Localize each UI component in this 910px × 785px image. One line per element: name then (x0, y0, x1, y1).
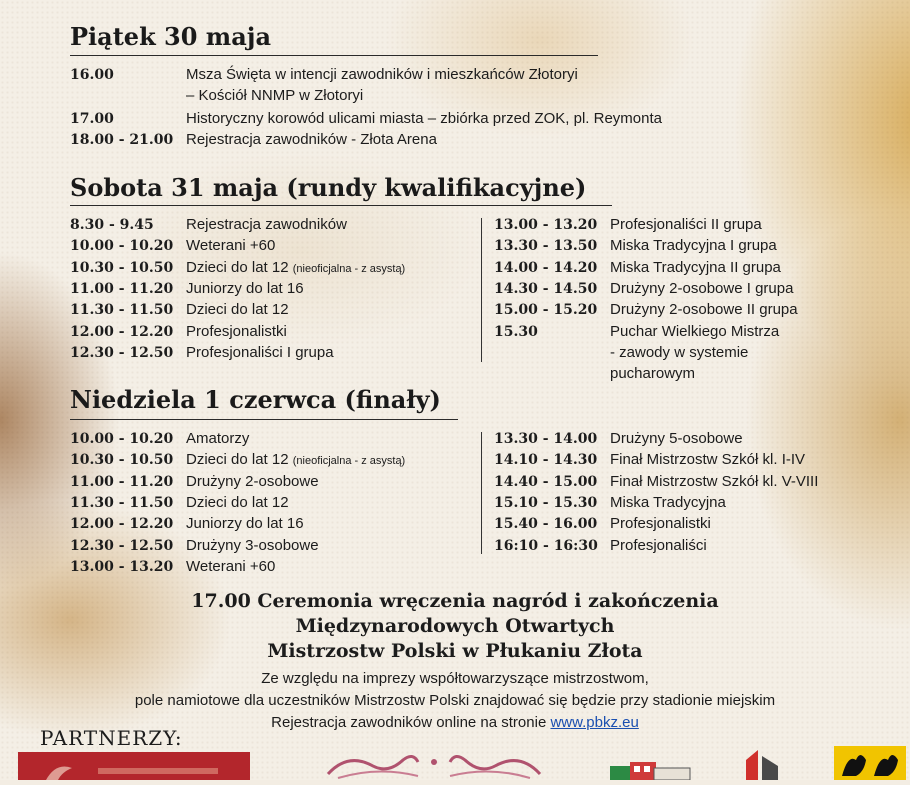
event-name: Historyczny korowód ulicami miasta – zbiórka przed ZOK, pl. Reymonta (186, 110, 663, 127)
event-name: Drużyny 3-osobowe (186, 536, 319, 554)
event-name: Finał Mistrzostw Szkół kl. V-VIII (610, 472, 819, 490)
event-time: 13.30 - 14.00 (494, 431, 598, 447)
event-name: Drużyny 2-osobowe II grupa (610, 301, 798, 319)
sunday-heading: Niedziela 1 czerwca (finały) (70, 385, 441, 414)
event-time: 10.30 - 10.50 (70, 259, 174, 276)
info-line-1: Ze względu na imprezy współtowarzyszące mistrzostwom, (261, 670, 649, 687)
event-name: Dzieci do lat 12 (186, 493, 289, 511)
event-time: 14.40 - 15.00 (494, 473, 598, 490)
partner-logo-building (744, 748, 780, 780)
event-name: Rejestracja zawodników (186, 216, 347, 233)
event-name: Msza Święta w intencji zawodników i mieszkańców Złotoryi (186, 66, 578, 83)
info-registration-text: Rejestracja zawodników online na stronie (271, 714, 551, 731)
sunday-column-divider (481, 432, 482, 554)
event-name: Profesjonaliści I grupa (186, 343, 334, 361)
event-time: 15.40 - 16.00 (494, 516, 598, 533)
event-time: 10.00 - 10.20 (70, 238, 174, 255)
ceremony-line-3: Mistrzostw Polski w Płukaniu Złota (267, 640, 643, 662)
friday-heading-rule (70, 55, 598, 56)
sunday-heading-rule (70, 419, 458, 420)
event-name: - zawody w systemie (610, 343, 749, 361)
event-time: 12.30 - 12.50 (70, 344, 174, 361)
event-name: Puchar Wielkiego Mistrza (610, 322, 780, 340)
event-time: 13.30 - 13.50 (494, 238, 598, 255)
partner-logo-boxes (608, 758, 692, 780)
event-name: Profesjonalistki (186, 322, 287, 340)
event-name: Dzieci do lat 12 (186, 301, 289, 319)
event-time: 11.00 - 11.20 (70, 473, 174, 490)
event-name: Profesjonalistki (610, 515, 711, 533)
event-time: 18.00 - 21.00 (70, 132, 174, 148)
registration-link[interactable]: www.pbkz.eu (550, 714, 639, 731)
event-name: – Kościół NNMP w Złotoryi (186, 87, 364, 104)
info-line-2: pole namiotowe dla uczestników Mistrzostw Polski znajdować się będzie przy stadionie miejskim (134, 692, 776, 709)
event-name: Profesjonaliści II grupa (610, 216, 762, 233)
event-name: Miska Tradycyjna II grupa (610, 258, 781, 276)
event-name: Weterani +60 (186, 237, 276, 255)
event-name: pucharowym (610, 364, 696, 382)
saturday-heading-rule (70, 205, 612, 206)
event-time: 14.00 - 14.20 (494, 259, 598, 276)
event-time: 14.10 - 14.30 (494, 452, 598, 469)
event-name: Juniorzy do lat 16 (186, 279, 304, 297)
event-name: Drużyny 5-osobowe (610, 430, 743, 447)
event-time: 11.30 - 11.50 (70, 302, 174, 319)
event-name: Dzieci do lat 12 (nieoficjalna - z asystą) (186, 258, 406, 276)
event-time: 11.00 - 11.20 (70, 280, 174, 297)
event-name: Dzieci do lat 12 (nieoficjalna - z asystą) (186, 451, 406, 469)
partner-logo-ornament (318, 748, 550, 780)
ceremony-line-2: Międzynarodowych Otwartych (295, 615, 615, 637)
event-name: Rejestracja zawodników - Złota Arena (186, 131, 437, 148)
event-time: 8.30 - 9.45 (70, 217, 154, 233)
event-time: 14.30 - 14.50 (494, 280, 598, 297)
event-time: 13.00 - 13.20 (494, 217, 598, 233)
event-time: 10.00 - 10.20 (70, 431, 174, 447)
event-name: Juniorzy do lat 16 (186, 515, 304, 533)
event-name: Miska Tradycyjna I grupa (610, 237, 777, 255)
event-note: (nieoficjalna - z asystą) (292, 455, 406, 468)
event-time: 13.00 - 13.20 (70, 558, 174, 575)
event-time: 10.30 - 10.50 (70, 452, 174, 469)
event-name: Weterani +60 (186, 557, 276, 575)
event-name: Drużyny 2-osobowe (186, 472, 319, 490)
event-name: Amatorzy (186, 430, 250, 447)
saturday-column-divider (481, 218, 482, 362)
ceremony-line-1: 17.00 Ceremonia wręczenia nagród i zakończenia (191, 590, 719, 612)
event-time: 16.00 (70, 67, 114, 83)
saturday-heading: Sobota 31 maja (rundy kwalifikacyjne) (70, 173, 587, 202)
event-time: 15.00 - 15.20 (494, 302, 598, 319)
partner-logo-coat-of-arms (834, 746, 906, 780)
event-time: 12.30 - 12.50 (70, 537, 174, 554)
event-time: 11.30 - 11.50 (70, 494, 174, 511)
event-time: 12.00 - 12.20 (70, 516, 174, 533)
partners-title: PARTNERZY: (40, 726, 183, 750)
partner-logo-red-banner (18, 752, 250, 780)
event-time: 16:10 - 16:30 (494, 537, 598, 554)
event-time: 12.00 - 12.20 (70, 323, 174, 340)
event-name: Profesjonaliści (610, 536, 707, 554)
event-note: (nieoficjalna - z asystą) (292, 262, 406, 275)
friday-heading: Piątek 30 maja (70, 22, 271, 51)
event-time: 15.10 - 15.30 (494, 494, 598, 511)
event-name: Miska Tradycyjna (610, 493, 726, 511)
event-time: 15.30 (494, 323, 538, 340)
event-name: Finał Mistrzostw Szkół kl. I-IV (610, 451, 806, 469)
event-name: Drużyny 2-osobowe I grupa (610, 279, 794, 297)
event-time: 17.00 (70, 111, 114, 127)
